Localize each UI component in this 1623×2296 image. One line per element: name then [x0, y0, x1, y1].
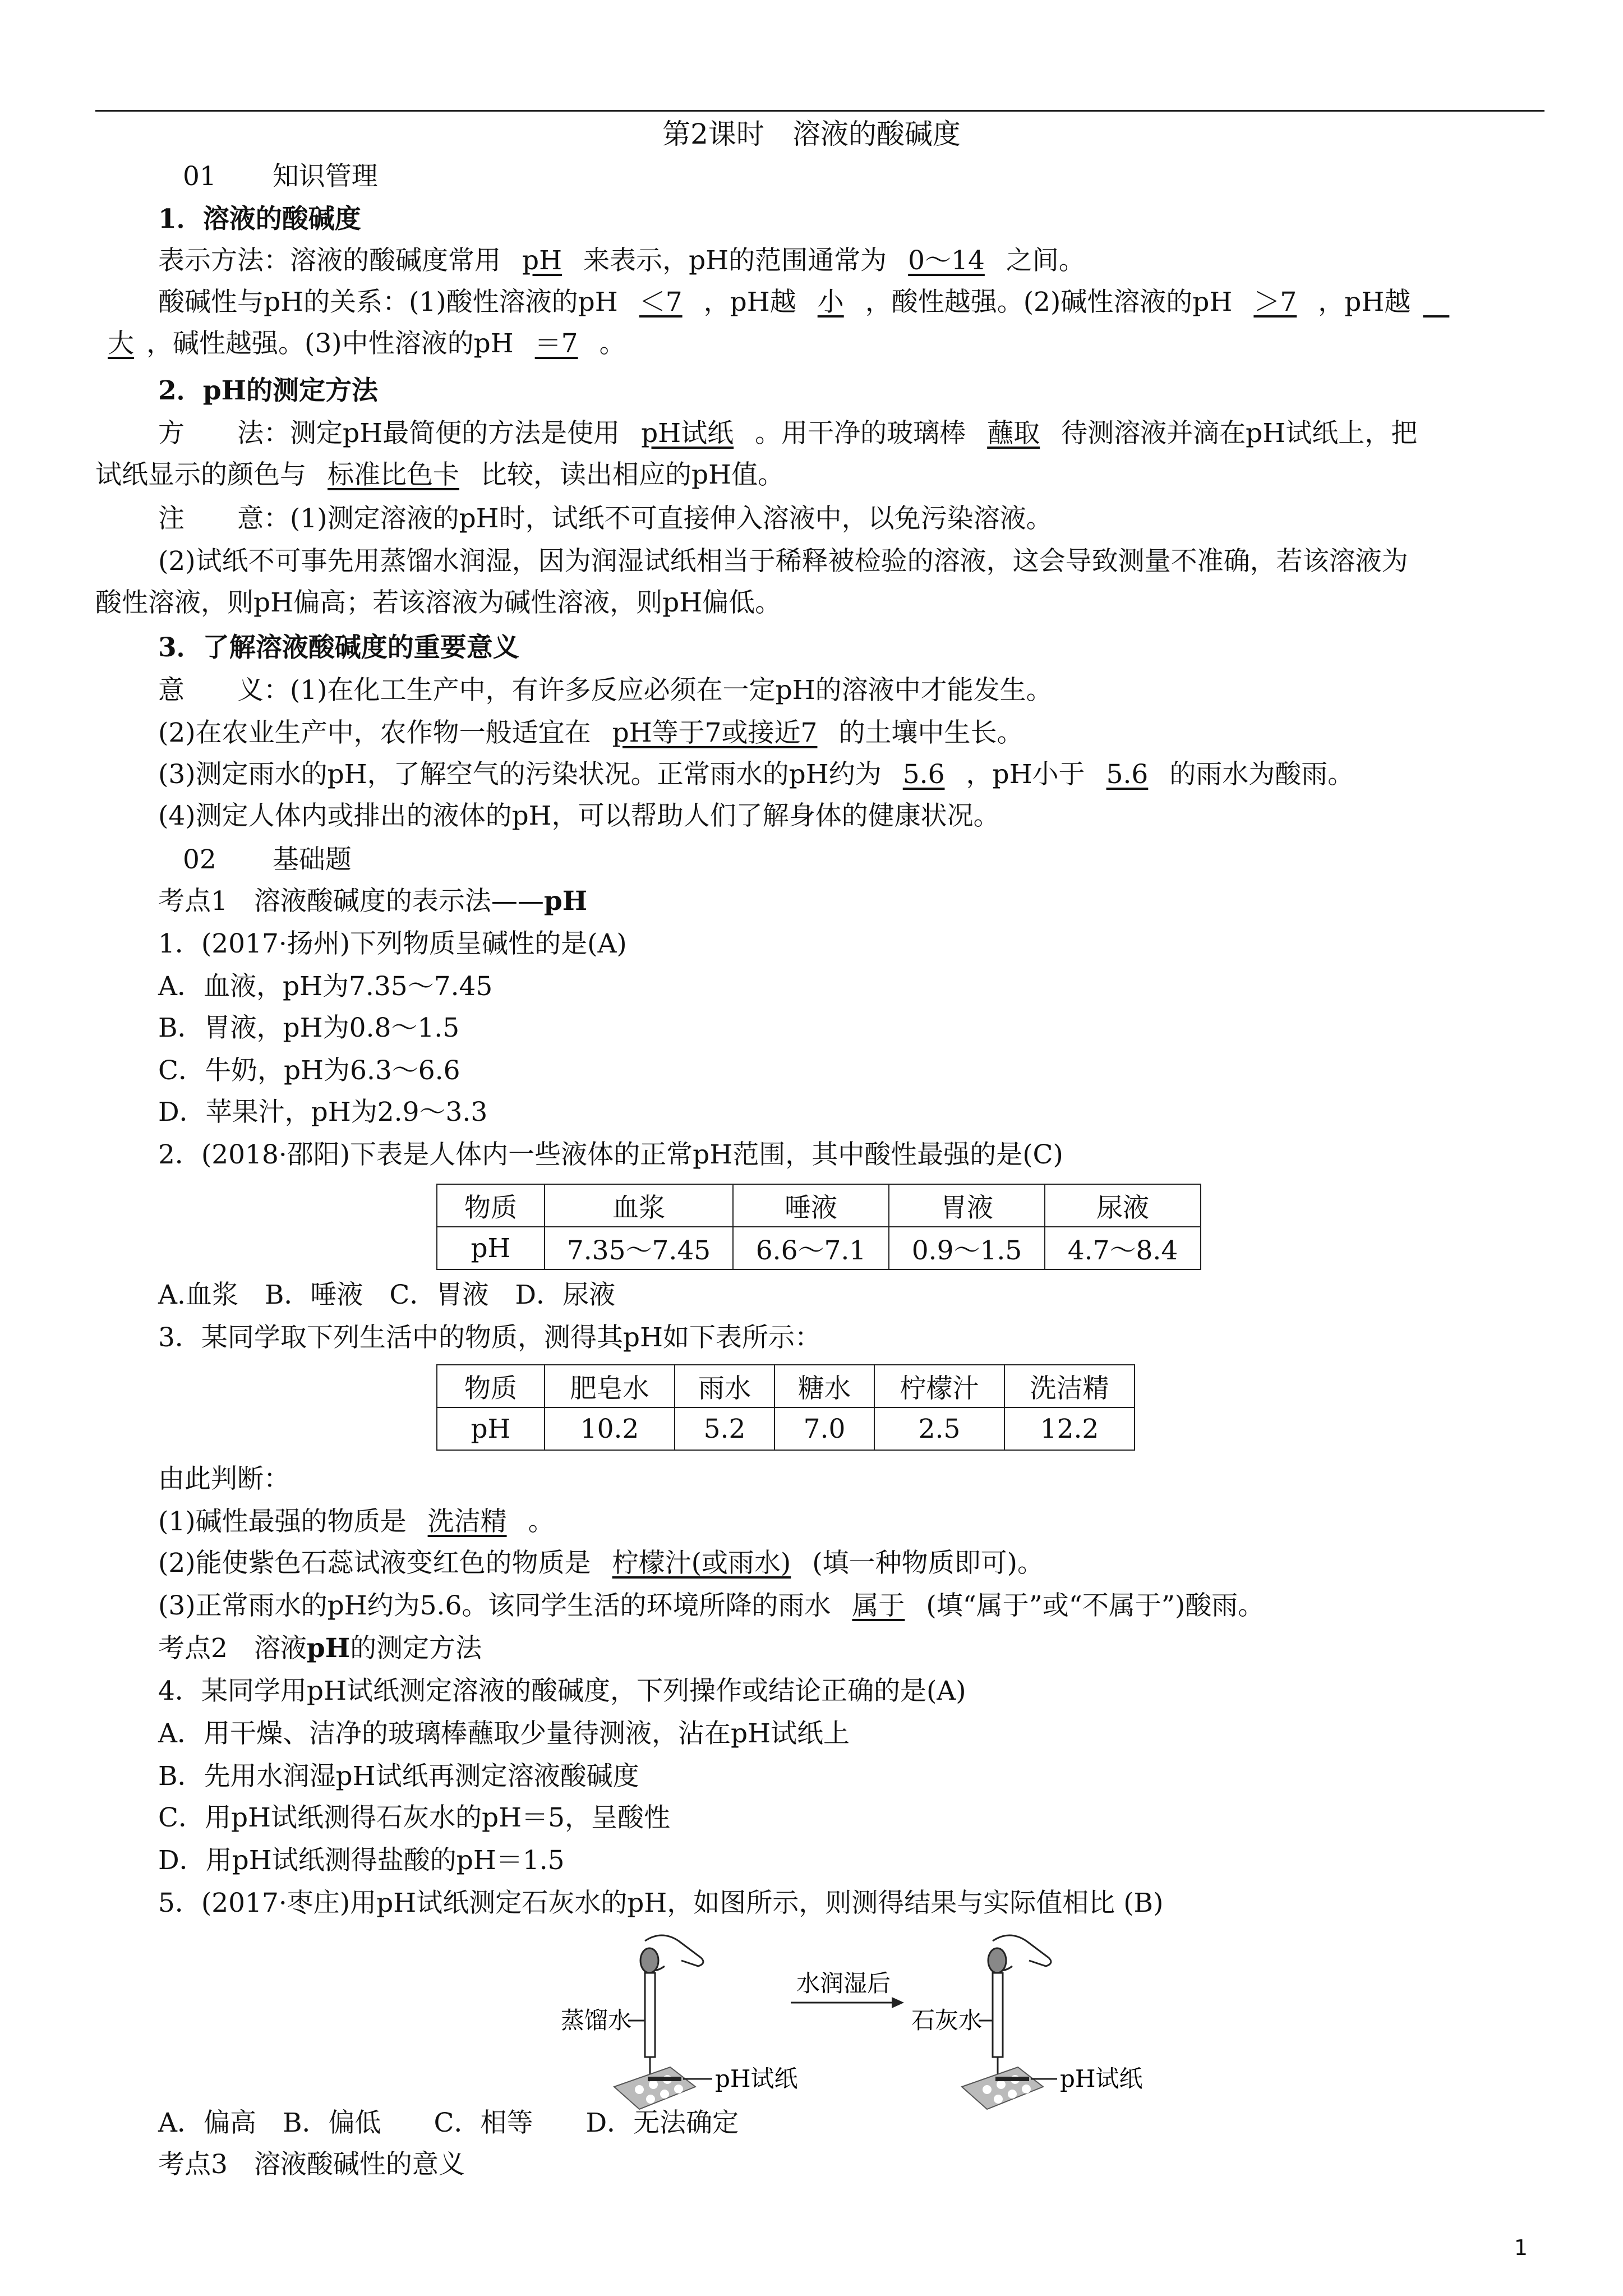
spot-plate-right — [962, 2067, 1043, 2109]
table-cell: 柠檬汁 — [874, 1365, 1004, 1407]
label-ph-paper-right: pH试纸 — [1060, 2065, 1143, 2092]
q5-stem: 5．(2017·枣庄)用pH试纸测定石灰水的pH，如图所示，则测得结果与实际值相比 (B) — [158, 1888, 1164, 1918]
label-limewater: 石灰水 — [911, 2007, 983, 2034]
table-cell: 7.0 — [774, 1407, 874, 1450]
dropper-left — [640, 1935, 703, 2078]
table-cell: 物质 — [437, 1365, 545, 1407]
q3-sub1: (1)碱性最强的物质是 洗洁精 。 — [158, 1506, 555, 1537]
table-cell: pH — [437, 1227, 545, 1269]
k2-heading: 2．pH的测定方法 — [158, 375, 378, 406]
section-01-heading: 01 知识管理 — [183, 161, 378, 192]
page-title: 第2课时 溶液的酸碱度 — [662, 118, 961, 150]
table-cell: 7.35～7.45 — [545, 1227, 733, 1269]
table-row — [437, 1227, 1201, 1269]
q1-option-c: C．牛奶，pH为6.3～6.6 — [158, 1055, 460, 1086]
q4-option-a: A．用干燥、洁净的玻璃棒蘸取少量待测液，沾在pH试纸上 — [158, 1718, 850, 1749]
table-cell: 唾液 — [733, 1184, 889, 1227]
table-cell: 胃液 — [889, 1184, 1045, 1227]
q1-option-b: B．胃液，pH为0.8～1.5 — [158, 1013, 460, 1043]
k3-line2: (2)在农业生产中，农作物一般适宜在 pH等于7或接近7 的土壤中生长。 — [158, 717, 1023, 748]
label-arrow: 水润湿后 — [796, 1970, 891, 1997]
table-cell: 0.9～1.5 — [889, 1227, 1045, 1269]
q3-sub3: (3)正常雨水的pH约为5.6。该同学生活的环境所降的雨水 属于 (填“属于”或“不属于”)酸雨。 — [158, 1590, 1265, 1621]
header-rule — [95, 110, 1544, 112]
table-cell: 12.2 — [1004, 1407, 1135, 1450]
table-cell: 糖水 — [774, 1365, 874, 1407]
q3-table — [436, 1364, 1135, 1451]
kaodian-1-heading: 考点1 溶液酸碱度的表示法——pH — [158, 886, 588, 917]
page-number: 1 — [1514, 2235, 1528, 2260]
q4-stem: 4．某同学用pH试纸测定溶液的酸碱度，下列操作或结论正确的是(A) — [158, 1676, 966, 1706]
q3-sub2: (2)能使紫色石蕊试液变红色的物质是 柠檬汁(或雨水) (填一种物质即可)。 — [158, 1548, 1044, 1579]
q3-stem: 3．某同学取下列生活中的物质，测得其pH如下表所示： — [158, 1322, 821, 1353]
label-distilled-water: 蒸馏水 — [561, 2007, 632, 2034]
k2-line4: (2)试纸不可事先用蒸馏水润湿，因为润湿试纸相当于稀释被检验的溶液，这会导致测量不准确，若该溶液为 — [158, 546, 1408, 577]
table-row — [437, 1184, 1201, 1227]
k1-line1: 表示方法：溶液的酸碱度常用 pH 来表示，pH的范围通常为 0～14 之间。 — [158, 245, 1085, 276]
dropper-right — [988, 1935, 1051, 2078]
k2-line3: 注 意：(1)测定溶液的pH时，试纸不可直接伸入溶液中，以免污染溶液。 — [158, 503, 1053, 534]
q5-figure — [561, 1918, 1155, 2126]
k3-line1: 意 义：(1)在化工生产中，有许多反应必须在一定pH的溶液中才能发生。 — [158, 675, 1053, 706]
k2-line2: 试纸显示的颜色与 标准比色卡 比较，读出相应的pH值。 — [95, 459, 785, 490]
q1-option-d: D．苹果汁，pH为2.9～3.3 — [158, 1097, 488, 1128]
table-cell: 尿液 — [1045, 1184, 1201, 1227]
k3-line4: (4)测定人体内或排出的液体的pH，可以帮助人们了解身体的健康状况。 — [158, 800, 1000, 831]
q4-option-b: B．先用水润湿pH试纸再测定溶液酸碱度 — [158, 1761, 639, 1792]
q2-table — [436, 1184, 1201, 1270]
table-cell: 5.2 — [675, 1407, 774, 1450]
k2-line5: 酸性溶液，则pH偏高；若该溶液为碱性溶液，则pH偏低。 — [95, 587, 782, 618]
table-cell: 肥皂水 — [545, 1365, 675, 1407]
kaodian-2-heading: 考点2 溶液pH的测定方法 — [158, 1633, 482, 1664]
table-row — [437, 1407, 1135, 1450]
q2-stem: 2．(2018·邵阳)下表是人体内一些液体的正常pH范围，其中酸性最强的是(C) — [158, 1139, 1063, 1170]
q4-option-c: C．用pH试纸测得石灰水的pH＝5，呈酸性 — [158, 1802, 671, 1833]
label-ph-paper-left: pH试纸 — [715, 2065, 798, 2092]
k1-heading: 1．溶液的酸碱度 — [158, 204, 361, 234]
arrow-icon — [892, 1997, 904, 2008]
k3-heading: 3．了解溶液酸碱度的重要意义 — [158, 632, 519, 663]
section-02-heading: 02 基础题 — [183, 844, 352, 875]
q3-judge: 由此判断： — [158, 1464, 290, 1494]
table-cell: 2.5 — [874, 1407, 1004, 1450]
q1-stem: 1．(2017·扬州)下列物质呈碱性的是(A) — [158, 928, 627, 959]
k1-line2: 酸碱性与pH的关系：(1)酸性溶液的pH ＜7 ，pH越 小 ，酸性越强。(2)碱性溶液的pH ＞7 ，pH越 — [158, 287, 1411, 318]
q1-option-a: A．血液，pH为7.35～7.45 — [158, 971, 493, 1002]
k1-line3: 大 ，碱性越强。(3)中性溶液的pH ＝7 。 — [108, 328, 626, 359]
table-cell: 物质 — [437, 1184, 545, 1227]
table-cell: 4.7～8.4 — [1045, 1227, 1201, 1269]
spot-plate-left — [614, 2067, 695, 2109]
table-cell: pH — [437, 1407, 545, 1450]
table-cell: 10.2 — [545, 1407, 675, 1450]
kaodian-3-heading: 考点3 溶液酸碱性的意义 — [158, 2149, 465, 2180]
table-cell: 洗洁精 — [1004, 1365, 1135, 1407]
table-row — [437, 1365, 1135, 1407]
k2-line1: 方 法：测定pH最简便的方法是使用 pH试纸 。用干净的玻璃棒 蘸取 待测溶液并滴在pH试纸上，把 — [158, 418, 1418, 449]
table-cell: 雨水 — [675, 1365, 774, 1407]
k3-line3: (3)测定雨水的pH，了解空气的污染状况。正常雨水的pH约为 5.6 ，pH小于 5.6 的雨水为酸雨。 — [158, 759, 1354, 790]
q5-options: A．偏高 B．偏低 C．相等 D．无法确定 — [158, 2108, 739, 2138]
q4-option-d: D．用pH试纸测得盐酸的pH＝1.5 — [158, 1845, 565, 1876]
q2-options: A.血浆 B．唾液 C．胃液 D．尿液 — [158, 1280, 616, 1310]
table-cell: 6.6～7.1 — [733, 1227, 889, 1269]
table-cell: 血浆 — [545, 1184, 733, 1227]
